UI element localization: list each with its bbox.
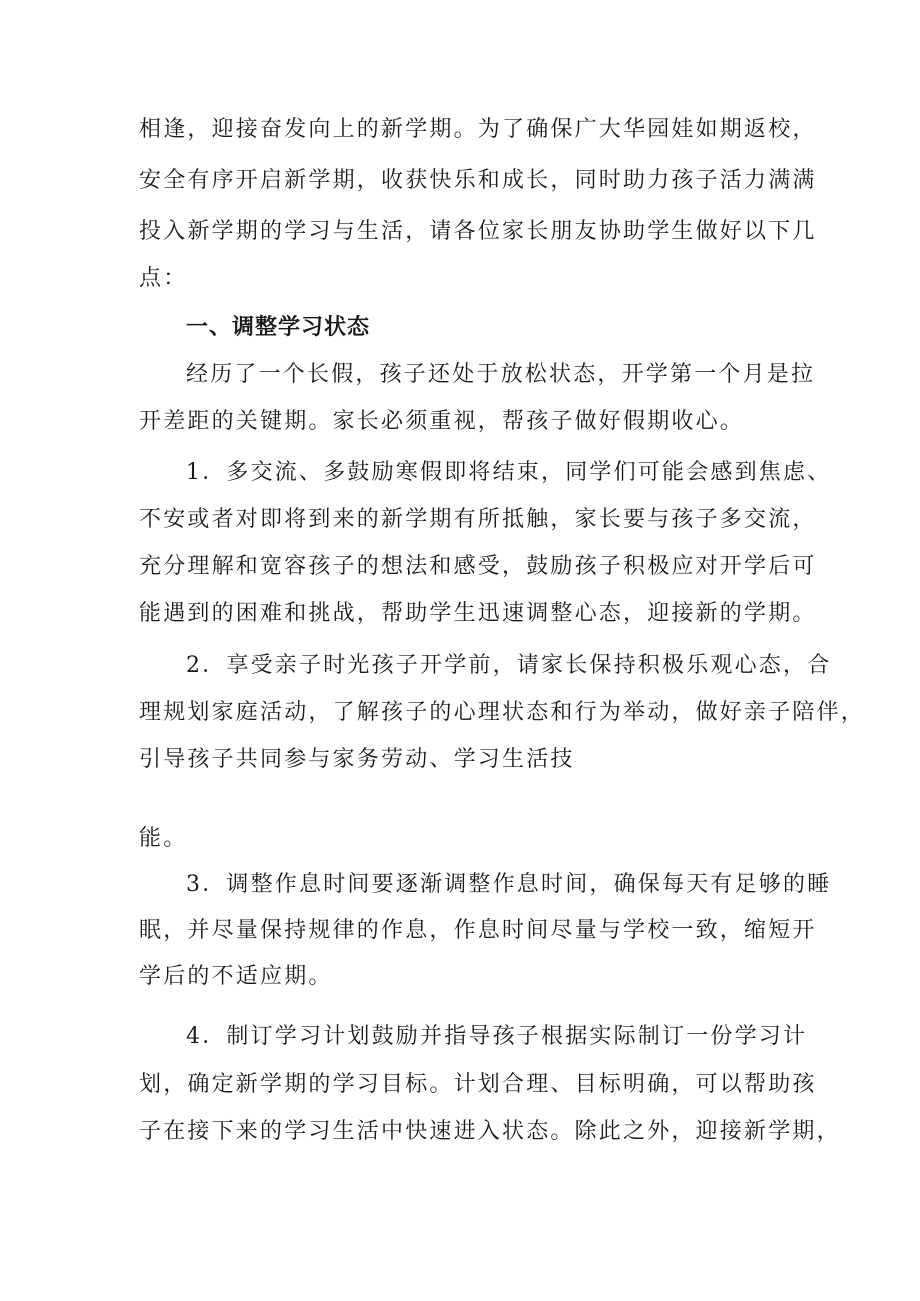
- item1-line-4: 能遇到的困难和挑战，帮助学生迅速调整心态，迎接新的学期。: [139, 601, 817, 626]
- item4-line-1: 4．制订学习计划鼓励并指导孩子根据实际制订一份学习计: [186, 1024, 808, 1049]
- intro-line-4: 点：: [139, 266, 188, 291]
- item3-line-3: 学后的不适应期。: [139, 964, 333, 989]
- intro-line-3: 投入新学期的学习与生活，请各位家长朋友协助学生做好以下几: [139, 219, 817, 244]
- section-intro-line-2: 开差距的关键期。家长必须重视，帮孩子做好假期收心。: [139, 409, 745, 434]
- item1-line-2: 不安或者对即将到来的新学期有所抵触，家长要与孩子多交流，: [139, 507, 817, 532]
- item4-line-2: 划，确定新学期的学习目标。计划合理、目标明确，可以帮助孩: [139, 1072, 817, 1097]
- item1-line-1: 1．多交流、多鼓励寒假即将结束，同学们可能会感到焦虑、: [186, 460, 832, 485]
- item1-line-3: 充分理解和宽容孩子的想法和感受，鼓励孩子积极应对开学后可: [139, 554, 817, 579]
- section-heading: 一、调整学习状态: [186, 315, 371, 340]
- item2-line-1: 2．享受亲子时光孩子开学前，请家长保持积极乐观心态，合: [186, 653, 832, 678]
- item3-line-2: 眠，并尽量保持规律的作息，作息时间尽量与学校一致，缩短开: [139, 918, 817, 943]
- item2-line-2: 理规划家庭活动，了解孩子的心理状态和行为举动，做好亲子陪伴，: [139, 700, 866, 725]
- intro-line-2: 安全有序开启新学期，收获快乐和成长，同时助力孩子活力满满: [139, 168, 817, 193]
- section-intro-line-1: 经历了一个长假，孩子还处于放松状态，开学第一个月是拉: [186, 362, 816, 387]
- item4-line-3: 子在接下来的学习生活中快速进入状态。除此之外，迎接新学期，: [139, 1119, 841, 1144]
- item2-line-3: 引导孩子共同参与家务劳动、学习生活技: [139, 747, 575, 772]
- intro-line-1: 相逢，迎接奋发向上的新学期。为了确保广大华园娃如期返校，: [139, 117, 817, 142]
- item2-line-4: 能。: [139, 826, 188, 851]
- item3-line-1: 3．调整作息时间要逐渐调整作息时间，确保每天有足够的睡: [186, 872, 832, 897]
